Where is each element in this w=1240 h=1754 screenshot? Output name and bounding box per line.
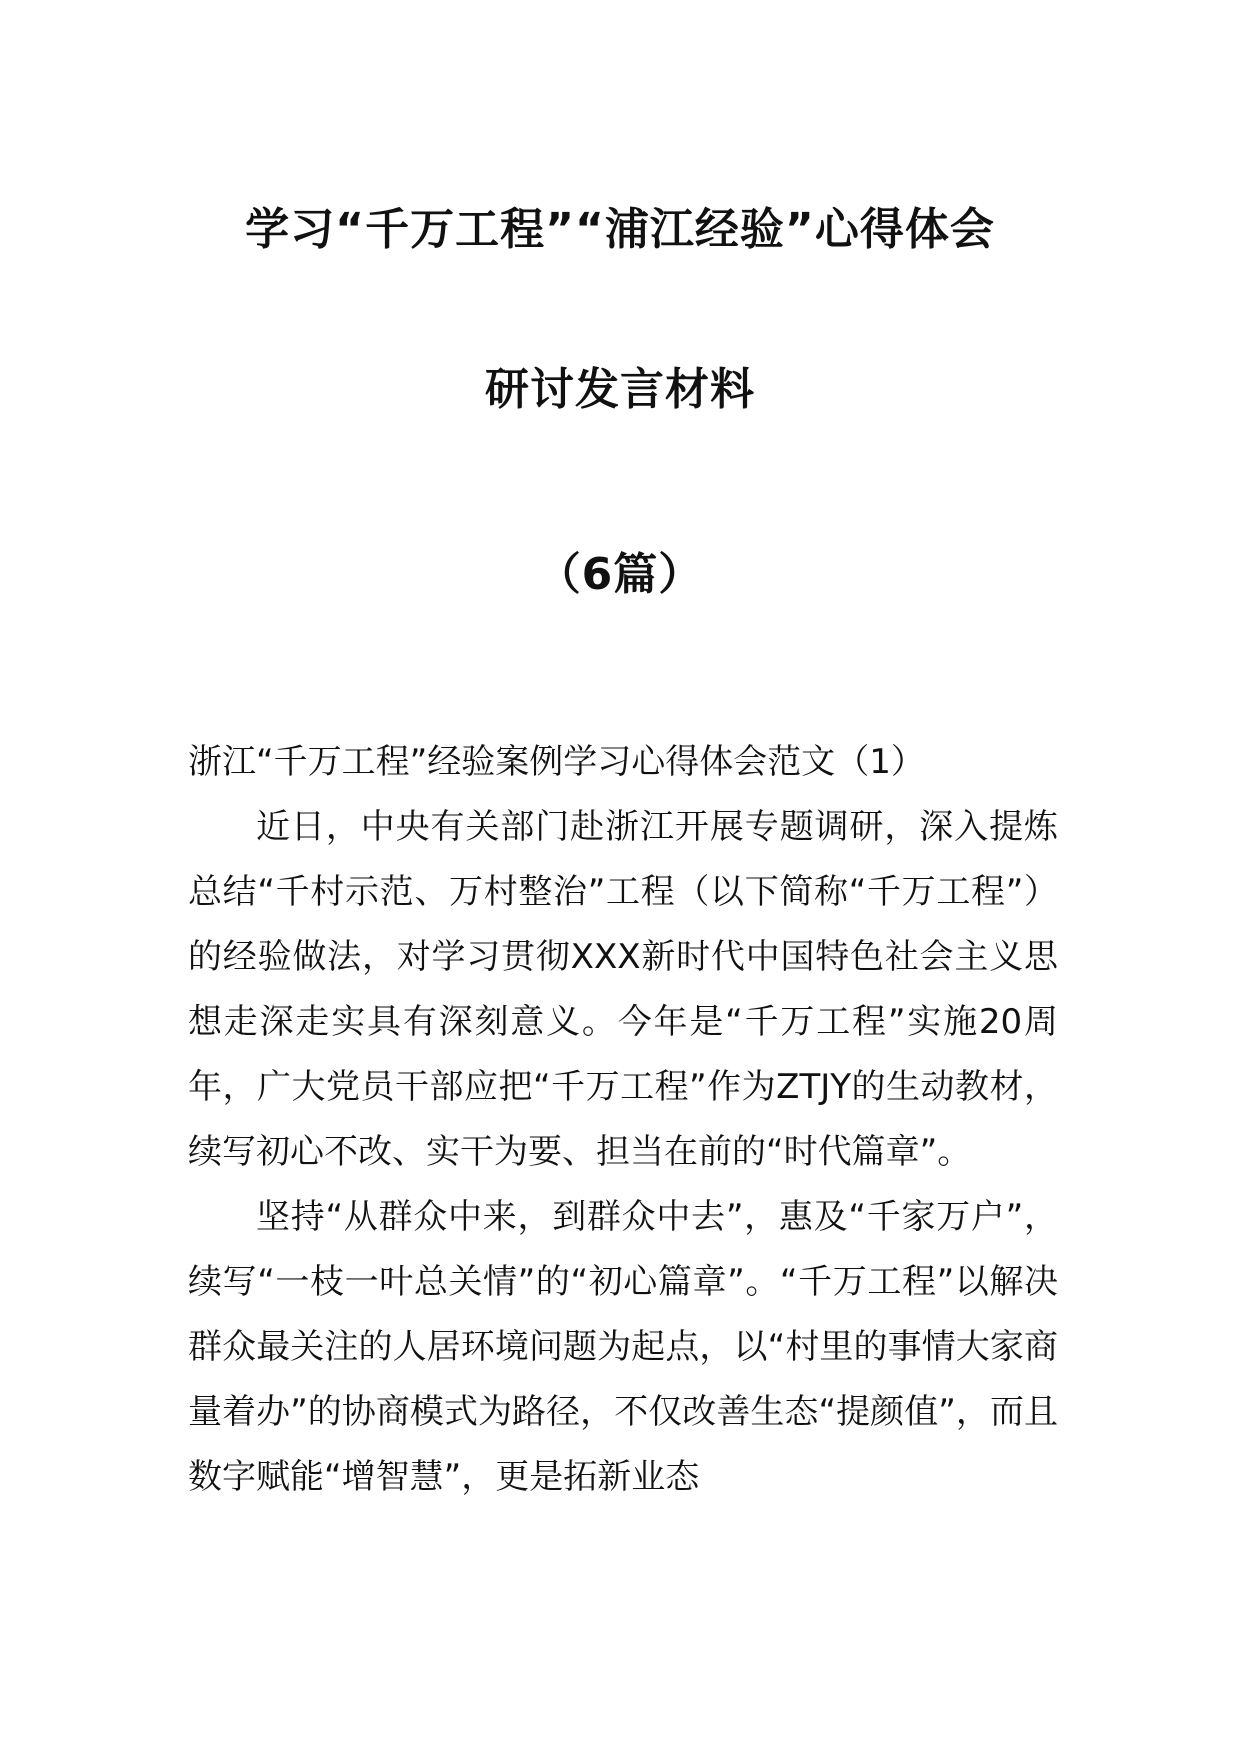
document-body xyxy=(188,730,1058,1510)
document-title-line2: 研讨发言材料 xyxy=(485,364,755,415)
body-paragraph-2: 坚持“从群众中来，到群众中去”，惠及“千家万户”，续写“一枝一叶总关情”的“初心篇章”。“千万工程”以解决群众最关注的人居环境问题为起点，以“村里的事情大家商量着办”的协商模式为路径，不仅改善生态“提颜值”，而且数字赋能“增智慧”，更是拓新业态 xyxy=(188,1197,1058,1497)
section-heading: 浙江“千万工程”经验案例学习心得体会范文（1） xyxy=(188,742,925,782)
body-paragraph-1: 近日，中央有关部门赴浙江开展专题调研，深入提炼总结“千村示范、万村整治”工程（以下简称“千万工程”）的经验做法，对学习贯彻XXX新时代中国特色社会主义思想走深走实具有深刻意义。今年是“千万工程”实施20周年，广大党员干部应把“千万工程”作为ZTJY的生动教材，续写初心不改、实干为要、担当在前的“时代篇章”。 xyxy=(188,807,1058,1172)
document-title-count: （6篇） xyxy=(536,549,704,600)
document-title-line1: 学习“千万工程”“浦江经验”心得体会 xyxy=(245,204,995,255)
